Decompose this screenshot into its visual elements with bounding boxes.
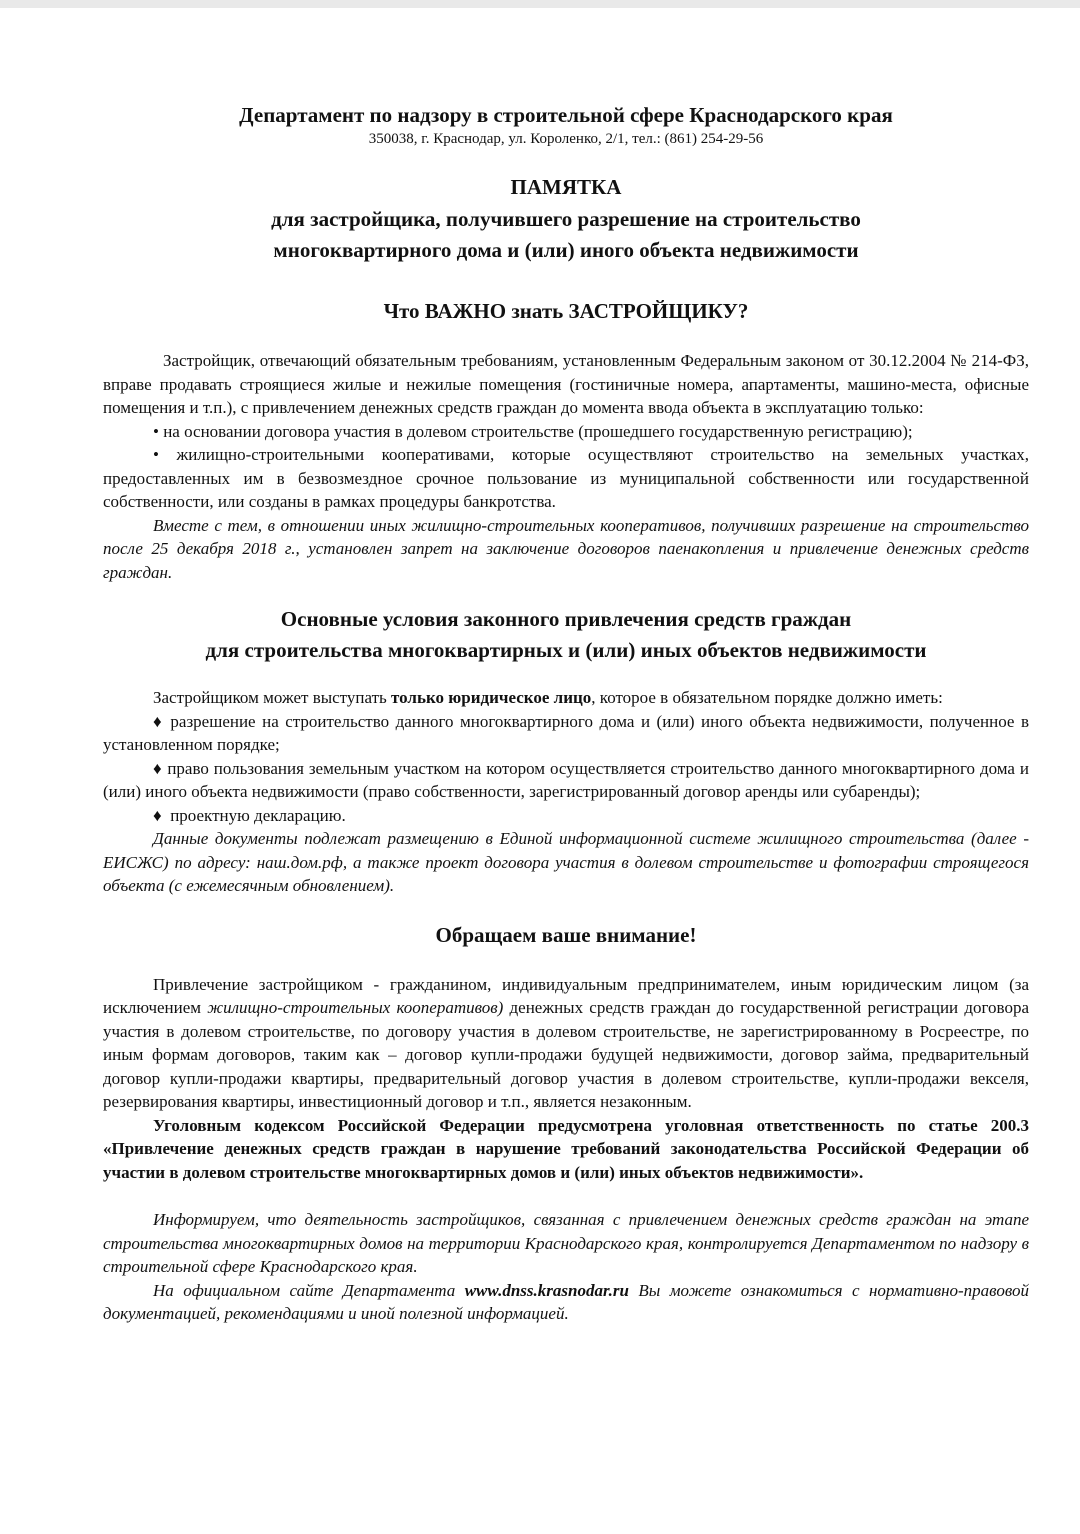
section-heading-conditions — [103, 604, 1029, 666]
bullet-diamond-icon: ♦ — [153, 758, 163, 778]
section1-note: Вместе с тем, в отношении иных жилищно-строительных кооперативов, получивших разрешение на строительство после 25 декабря 2018 г., установлен запрет на заключение договоров паенакопления и привлечение денежных средств граждан. — [103, 515, 1029, 582]
department-website-link[interactable]: www.dnss.krasnodar.ru — [464, 1280, 629, 1300]
bullet-text: проектную декларацию. — [170, 805, 346, 825]
spacer — [103, 1184, 1029, 1208]
section-heading-conditions-line-1: Основные условия законного привлечения средств граждан — [280, 607, 852, 631]
criminal-liability-warning: Уголовным кодексом Российской Федерации предусмотрена уголовная ответственность по статье 200.3 «Привлечение денежных средств граждан в нарушение требований законодательства Российской Федерации об участии в долевом строительстве многоквартирных домов и (или) иных объектов недвижимости». — [103, 1115, 1029, 1182]
organization-address: 350038, г. Краснодар, ул. Короленко, 2/1, тел.: (861) 254-29-56 — [368, 131, 764, 147]
section2-bullet-2 — [103, 757, 1029, 804]
bullet-text: на основании договора участия в долевом строительстве (прошедшего государственную регистрацию); — [163, 421, 913, 441]
memo-subtitle-line-2: многоквартирного дома и (или) иного объекта недвижимости — [273, 238, 859, 262]
document-page — [103, 100, 1029, 1326]
section2-note: Данные документы подлежат размещению в Единой информационной системе жилищного строительства (далее - ЕИСЖС) по адресу: наш.дом.рф, а также проект договора участия в долевом строительстве и фотографии строящегося объекта (с ежемесячным обновлением). — [103, 829, 1029, 895]
section-heading-important: Что ВАЖНО знать ЗАСТРОЙЩИКУ? — [383, 299, 749, 323]
legal-entity-emphasis: только юридическое лицо — [391, 688, 592, 707]
bullet-text: жилищно-строительными кооперативами, которые осуществляют строительство на земельных участках, предоставленных им в безвозмездное срочное пользование из муниципальной собственности или государственной собственности, или созданы в рамках процедуры банкротства. — [103, 445, 1030, 511]
bullet-diamond-icon: ♦ — [153, 805, 162, 825]
bullet-text: право пользования земельным участком на котором осуществляется строительство данного многоквартирного дома и (или) иного объекта недвижимости (право собственности, зарегистрированный договор аренды или субаренды); — [103, 758, 1029, 801]
section1-bullet-1 — [103, 420, 1029, 444]
section1-bullet-2 — [103, 443, 1029, 514]
bullet-dot-icon: • — [153, 421, 159, 441]
section3-paragraph: Привлечение застройщиком - гражданином, индивидуальным предпринимателем, иным юридическим лицом (за исключением жилищно-строительных кооперативов) денежных средств граждан до государственной регистрации договора участия в долевом строительстве, по договору участия в долевом строительстве, не зарегистрированному в Росреестре, по иным формам договоров, таким как – договор купли-продажи будущей недвижимости, договор займа, предварительный договор купли-продажи квартиры, предварительный договор участия в долевом строительстве, купли-продажи векселя, резервирования квартиры, инвестиционный договор и т.п., является незаконным. — [103, 974, 1029, 1111]
organization-title: Департамент по надзору в строительной сфере Краснодарского края — [239, 103, 893, 127]
bullet-diamond-icon: ♦ — [153, 711, 164, 731]
memo-title: ПАМЯТКА — [510, 175, 622, 199]
section1-intro-paragraph: Застройщик, отвечающий обязательным требованиям, установленным Федеральным законом от 30.12.2004 № 214-ФЗ, вправе продавать строящиеся жилые и нежилые помещения (гостиничные номера, апартаменты, машино-места, офисные помещения и т.п.), с привлечением денежных средств граждан до момента ввода объекта в эксплуатацию только: — [103, 351, 1029, 417]
section2-bullet-1 — [103, 710, 1029, 757]
section2-intro-paragraph: Застройщиком может выступать только юридическое лицо, которое в обязательном порядке должно иметь: — [153, 688, 943, 707]
footer-website-paragraph: На официальном сайте Департамента www.dnss.krasnodar.ru Вы можете ознакомиться с нормативно-правовой документацией, рекомендациями и иной полезной информацией. — [103, 1280, 1029, 1323]
memo-subtitle-line-1: для застройщика, получившего разрешение на строительство — [271, 207, 861, 231]
top-bar — [0, 0, 1080, 8]
section-heading-conditions-line-2: для строительства многоквартирных и (или) иных объектов недвижимости — [205, 638, 927, 662]
section2-bullet-3 — [103, 804, 1029, 828]
bullet-dot-icon: • — [153, 445, 159, 464]
section-heading-attention: Обращаем ваше внимание! — [435, 922, 697, 947]
footer-info-paragraph: Информируем, что деятельность застройщиков, связанная с привлечением денежных средств граждан на этапе строительства многоквартирных домов на территории Краснодарского края, контролируется Департаментом по надзору в строительной сфере Краснодарского края. — [103, 1210, 1029, 1276]
bullet-text: разрешение на строительство данного многоквартирного дома и (или) иного объекта недвижимости, полученное в установленном порядке; — [103, 711, 1029, 754]
